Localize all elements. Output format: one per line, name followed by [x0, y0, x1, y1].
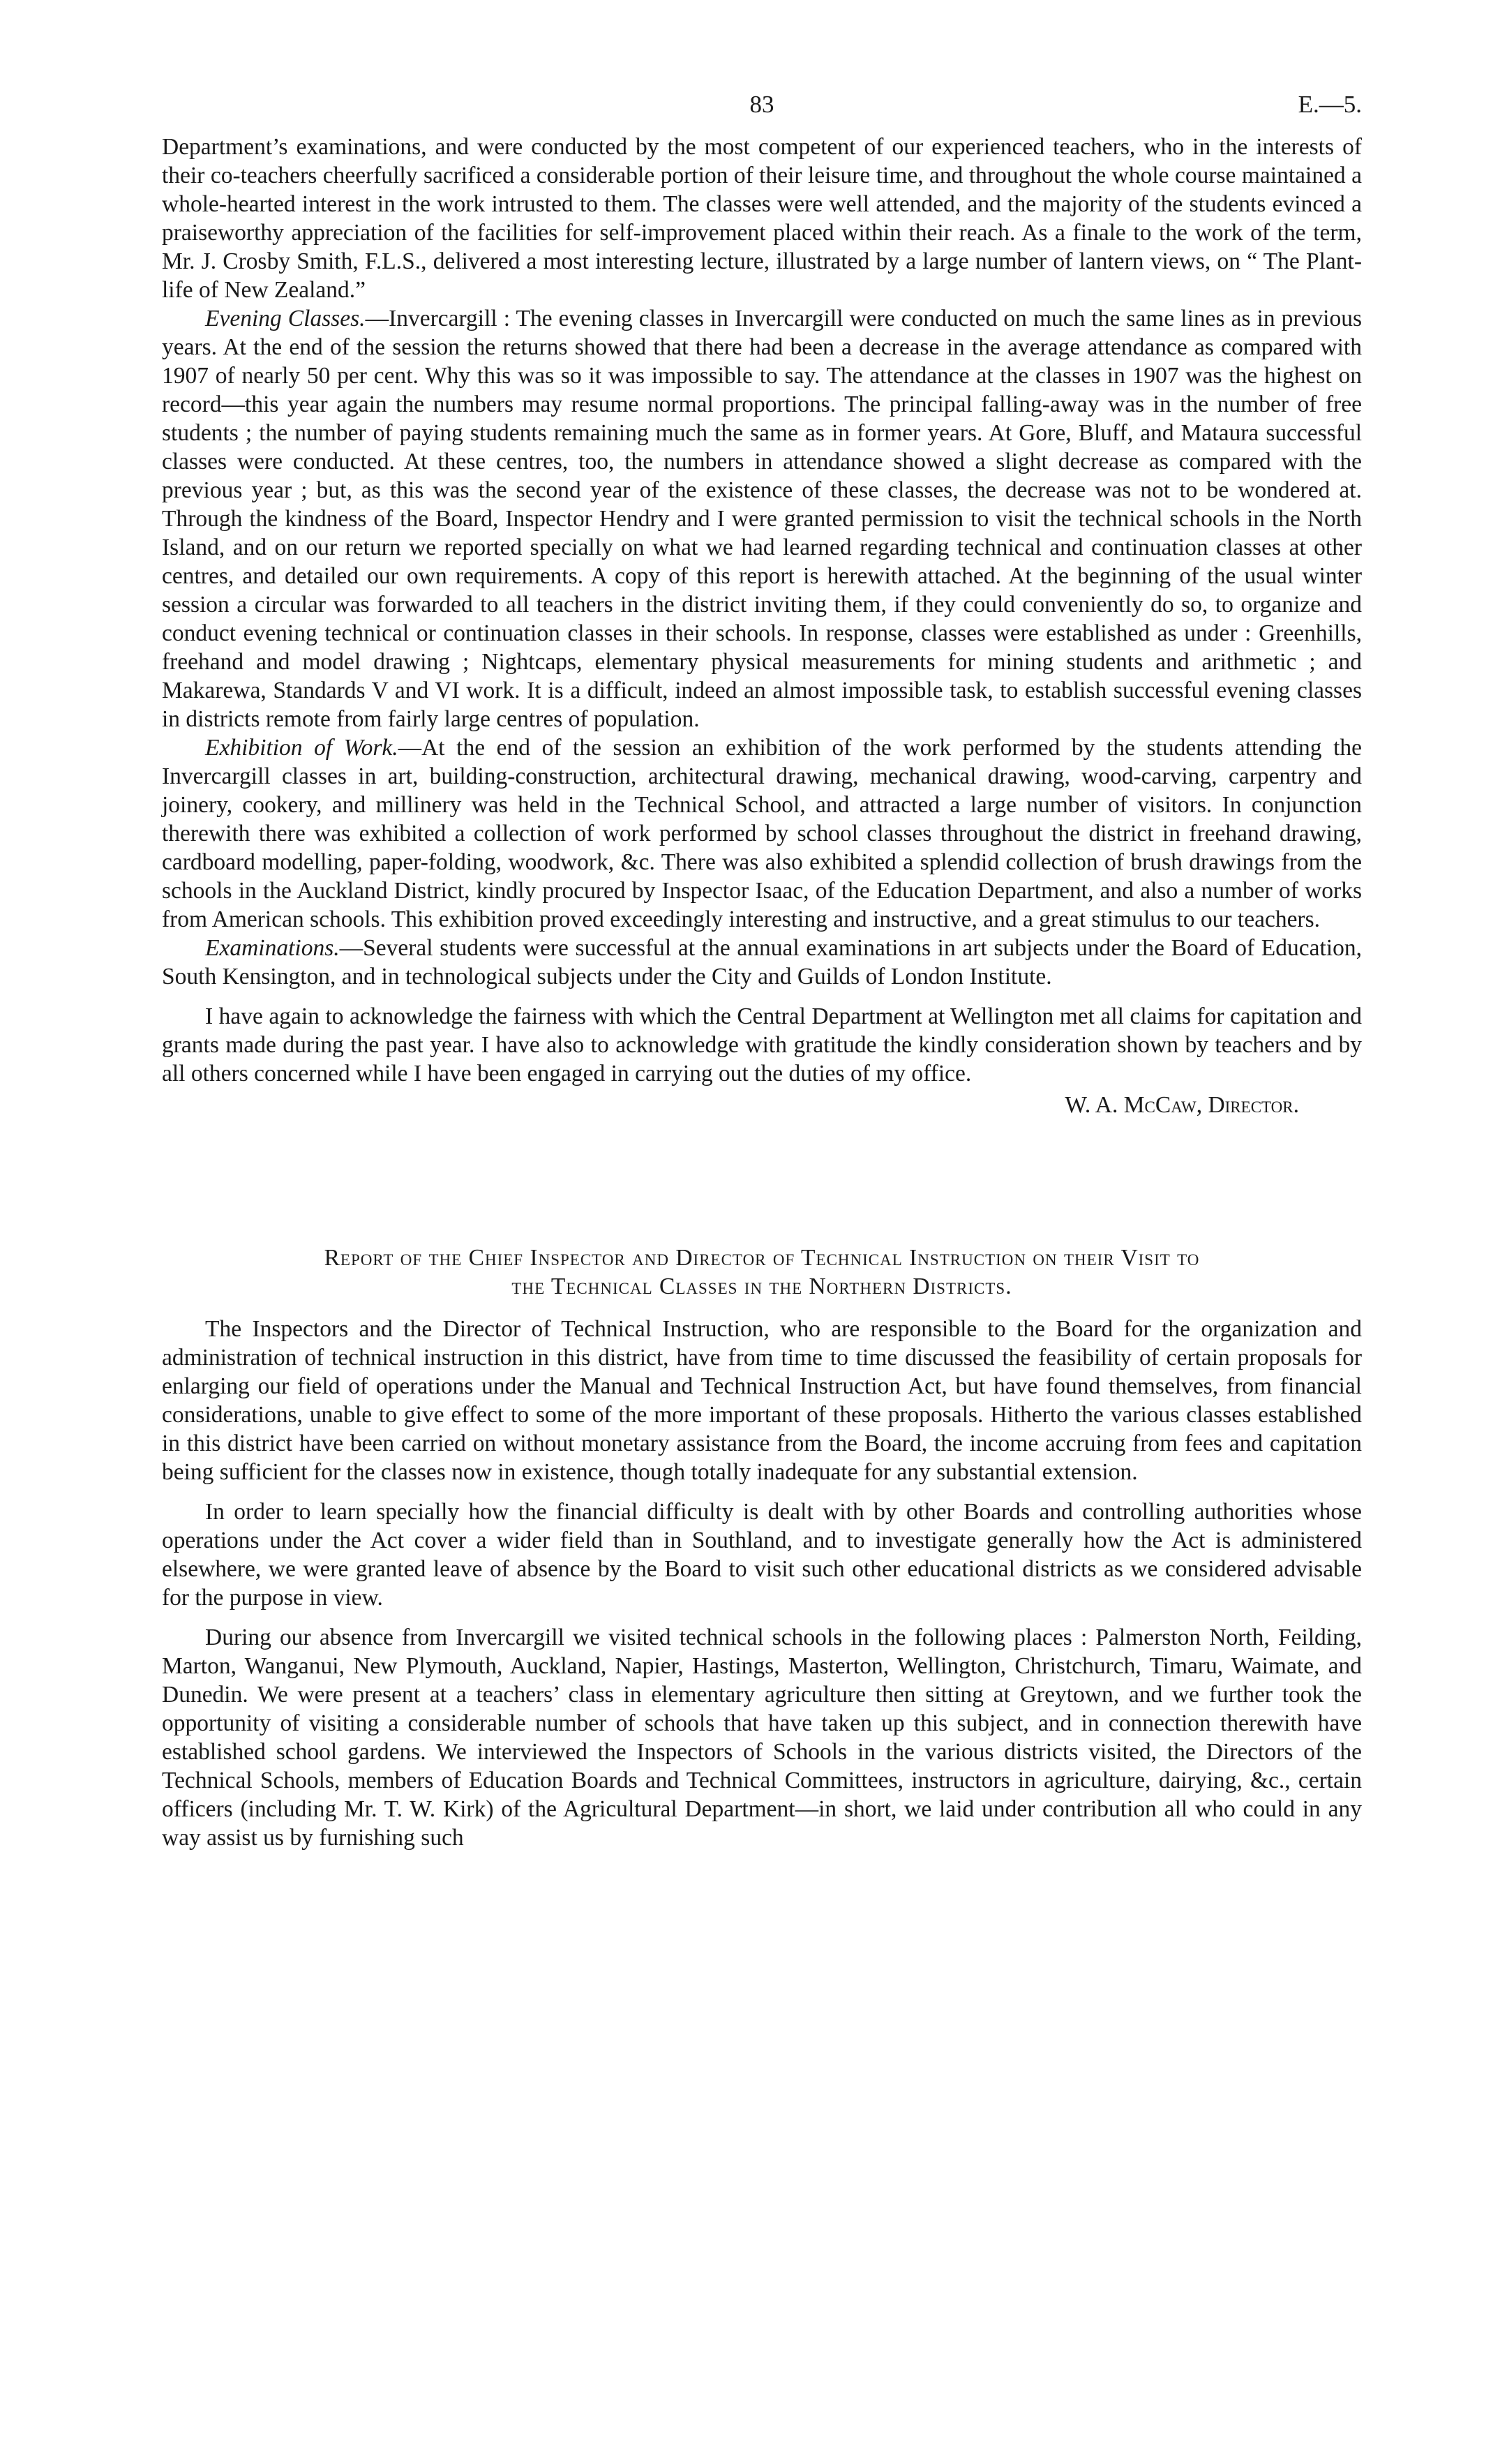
- examinations-heading: Examinations.: [205, 935, 340, 961]
- document-reference: E.—5.: [1298, 91, 1362, 118]
- paragraph-acknowledgement: I have again to acknowledge the fairness with which the Central Department at Wellington met all claims for capitation and grants made during the past year. I have also to acknowledge with gratitude the kindly consideration shown by teachers and by all others concerned while I have been engaged in carrying out the duties of my office.: [162, 1003, 1362, 1087]
- paragraph-exhibition-of-work: [162, 733, 1362, 934]
- report-paragraph-visits: During our absence from Invercargill we visited technical schools in the following places : Palmerston North, Feilding, Marton, Wanganui, New Plymouth, Auckland, Napier, Hastings, Masterton, Wellington, Christchurch, Timaru, Waimate, and Dunedin. We were present at a teachers’ class in elementary agriculture then sitting at Greytown, and we further took the opportunity of visiting a considerable number of schools that have taken up this subject, and in connection therewith have established school gardens. We interviewed the Inspectors of Schools in the various districts visited, the Directors of the Technical Schools, members of Education Boards and Technical Committees, instructors in agriculture, dairying, &c., certain officers (including Mr. T. W. Kirk) of the Agricultural Department—in short, we laid under contribution all who could in any way assist us by furnishing such: [162, 1625, 1362, 1851]
- document-page: [162, 91, 1362, 1852]
- paragraph-department-examinations: Department’s examinations, and were conducted by the most competent of our experienced teachers, who in the interests of their co-teachers cheerfully sacrificed a considerable portion of their leisure time, and throughout the whole course maintained a whole-hearted interest in the work intrusted to them. The classes were well attended, and the majority of the students evinced a praiseworthy appreciation of the facilities for self-improvement placed within their reach. As a finale to the work of the term, Mr. J. Crosby Smith, F.L.S., delivered a most interesting lecture, illustrated by a large number of lantern views, on “ The Plant-life of New Zealand.”: [162, 134, 1362, 303]
- exhibition-heading: Exhibition of Work.: [205, 735, 398, 761]
- page-number: 83: [749, 91, 774, 118]
- director-signature: W. A. McCaw, Director.: [1065, 1092, 1299, 1118]
- page-header: [162, 91, 1362, 133]
- evening-classes-heading: Evening Classes.: [205, 306, 366, 331]
- exhibition-text: —At the end of the session an exhibition of the work performed by the students attending the Invercargill classes in art, building-construction, architectural drawing, mechanical drawing, wood-carving, carpentry and joinery, cookery, and millinery was held in the Technical School, and attracted a large number of visitors. In conjunction therewith there was exhibited a collection of work performed by school classes throughout the district in freehand drawing, cardboard modelling, paper-folding, woodwork, &c. There was also exhibited a splendid collection of brush drawings from the schools in the Auckland District, kindly procured by Inspector Isaac, of the Education Department, and also a number of works from American schools. This exhibition proved exceedingly interesting and instructive, and a great stimulus to our teachers.: [162, 735, 1362, 932]
- report-paragraph-financial: In order to learn specially how the financial difficulty is dealt with by other Boards and controlling authorities whose operations under the Act cover a wider field than in Southland, and to investigate generally how the Act is administered elsewhere, we were granted leave of absence by the Board to visit such other educational districts as we considered advisable for the purpose in view.: [162, 1499, 1362, 1611]
- examinations-text: —Several students were successful at the annual examinations in art subjects under the Board of Education, South Kensington, and in technological subjects under the City and Guilds of London Institute.: [162, 935, 1362, 990]
- evening-classes-text: —Invercargill : The evening classes in Invercargill were conducted on much the same lines as in previous years. At the end of the session the returns showed that there had been a decrease in the average attendance as compared with 1907 of nearly 50 per cent. Why this was so it was impossible to say. The attendance at the classes in 1907 was the highest on record—this year again the numbers may resume normal proportions. The principal falling-away was in the number of free students ; the number of paying students remaining much the same as in former years. At Gore, Bluff, and Mataura successful classes were conducted. At these centres, too, the numbers in attendance showed a slight decrease as compared with the previous year ; but, as this was the second year of the existence of these classes, the decrease was not to be wondered at. Through the kindness of the Board, Inspector Hendry and I were granted permission to visit the technical schools in the North Island, and on our return we reported specially on what we had learned regarding technical and continuation classes at other centres, and detailed our own requirements. A copy of this report is herewith attached. At the beginning of the usual winter session a circular was forwarded to all teachers in the district inviting them, if they could conveniently do so, to organize and conduct evening technical or continuation classes in their schools. In response, classes were established as under : Greenhills, freehand and model drawing ; Nightcaps, elementary physical measurements for mining students and arithmetic ; and Makarewa, Standards V and VI work. It is a difficult, indeed an almost impossible task, to establish successful evening classes in districts remote from fairly large centres of population.: [162, 306, 1362, 732]
- report-title: [162, 1244, 1362, 1301]
- report-paragraph-inspectors: The Inspectors and the Director of Technical Instruction, who are responsible to the Board for the organization and administration of technical instruction in this district, have from time to time discussed the feasibility of certain proposals for enlarging our field of operations under the Manual and Technical Instruction Act, but have found themselves, from financial considerations, unable to give effect to some of the more important of these proposals. Hitherto the various classes established in this district have been carried on without monetary assistance from the Board, the income accruing from fees and capitation being sufficient for the classes now in existence, though totally inadequate for any substantial extension.: [162, 1316, 1362, 1485]
- paragraph-examinations: [162, 934, 1362, 991]
- paragraph-evening-classes: [162, 304, 1362, 733]
- report-title-line-1: Report of the Chief Inspector and Director of Technical Instruction on their Visit to: [324, 1245, 1200, 1271]
- report-title-line-2: the Technical Classes in the Northern Districts.: [511, 1274, 1012, 1299]
